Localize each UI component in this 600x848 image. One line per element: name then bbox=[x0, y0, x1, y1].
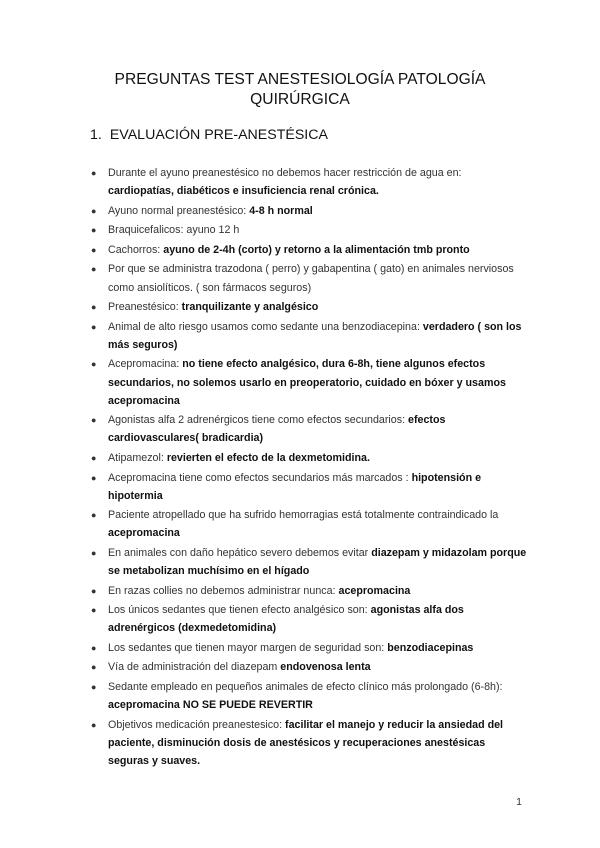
list-item bbox=[91, 260, 528, 296]
list-item-answer: 4-8 h normal bbox=[249, 204, 313, 217]
list-item bbox=[91, 469, 528, 505]
list-item bbox=[91, 449, 528, 467]
list-item-answer: endovenosa lenta bbox=[280, 661, 371, 674]
bullet-icon: ● bbox=[91, 585, 97, 596]
bullet-icon: ● bbox=[91, 605, 97, 616]
list-item-text: Los sedantes que tienen mayor margen de seguridad son: bbox=[108, 641, 388, 654]
list-item-text: Objetivos medicación preanestesico: bbox=[108, 718, 286, 731]
list-item-answer: facilitar el manejo y reducir la ansiedad del paciente, disminución dosis de anestésicos y recuperaciones anestésicas seguras y suaves. bbox=[108, 718, 504, 767]
section-heading bbox=[90, 126, 328, 144]
list-item bbox=[91, 411, 528, 447]
list-item bbox=[91, 318, 528, 354]
list-item-text: Atipamezol: bbox=[108, 451, 167, 464]
list-item-answer: acepromacina bbox=[338, 584, 411, 597]
list-item-answer: diazepam y midazolam porque se metabolizan muchísimo en el hígado bbox=[108, 546, 527, 577]
bullet-icon: ● bbox=[91, 452, 97, 463]
list-item-text: Vía de administración del diazepam bbox=[108, 661, 281, 674]
list-item bbox=[91, 221, 528, 239]
list-item-text: Acepromacina: bbox=[108, 358, 183, 371]
list-item bbox=[91, 678, 528, 714]
list-item bbox=[91, 601, 528, 637]
list-item bbox=[91, 639, 528, 657]
list-item-answer: agonistas alfa dos adrenérgicos (dexmedetomidina) bbox=[108, 604, 464, 635]
list-item-text: Ayuno normal preanestésico: bbox=[108, 204, 250, 217]
list-item-text: Durante el ayuno preanestésico no debemos hacer restricción de agua en: bbox=[108, 167, 462, 179]
bullet-icon: ● bbox=[91, 205, 97, 216]
bullet-icon: ● bbox=[91, 244, 97, 255]
list-item bbox=[91, 716, 528, 770]
document-title-line-2: QUIRÚRGICA bbox=[250, 91, 350, 108]
bullet-icon: ● bbox=[91, 719, 97, 730]
list-item bbox=[91, 582, 528, 600]
list-item-text: Agonistas alfa 2 adrenérgicos tiene como efectos secundarios: bbox=[108, 414, 409, 427]
bullet-icon: ● bbox=[91, 682, 97, 693]
list-item-answer: efectos cardiovasculares( bradicardia) bbox=[108, 414, 446, 445]
list-item bbox=[91, 202, 528, 220]
list-item-text: Cachorros: bbox=[108, 243, 164, 256]
list-item-answer: verdadero ( son los más seguros) bbox=[108, 320, 522, 351]
bullet-icon: ● bbox=[91, 359, 97, 370]
section-title: EVALUACIÓN PRE-ANESTÉSICA bbox=[109, 127, 328, 143]
list-item-answer: no tiene efecto analgésico, dura 6-8h, tiene algunos efectos secundarios, no solemos usarlo en preoperatorio, cuidado en bóxer y usamos acepromacina bbox=[108, 358, 506, 407]
list-item-answer: benzodiacepinas bbox=[387, 641, 474, 654]
list-item bbox=[91, 298, 528, 316]
bullet-icon: ● bbox=[91, 472, 97, 483]
list-item-answer: ayuno de 2-4h (corto) y retorno a la alimentación tmb pronto bbox=[163, 243, 470, 256]
list-item bbox=[91, 241, 528, 259]
list-item-text: Por que se administra trazodona ( perro) y gabapentina ( gato) en animales nerviosos como ansiolíticos. ( son fármacos seguros) bbox=[108, 263, 514, 294]
bullet-icon: ● bbox=[91, 642, 97, 653]
bullet-icon: ● bbox=[91, 225, 97, 236]
list-item-text: Paciente atropellado que ha sufrido hemorragias está totalmente contraindicado la bbox=[108, 509, 499, 522]
question-list bbox=[91, 164, 528, 772]
list-item-text: Braquicefalicos: ayuno 12 h bbox=[108, 224, 240, 237]
list-item bbox=[91, 658, 528, 676]
list-item-answer: hipotensión e hipotermia bbox=[108, 471, 482, 502]
document-title-line-1: PREGUNTAS TEST ANESTESIOLOGÍA PATOLOGÍA bbox=[114, 71, 486, 88]
page-number: 1 bbox=[516, 796, 522, 808]
list-item-text: Preanestésico: bbox=[108, 301, 182, 314]
list-item-answer: acepromacina NO SE PUEDE REVERTIR bbox=[108, 699, 313, 712]
bullet-icon: ● bbox=[91, 510, 97, 521]
list-item-answer: cardiopatías, diabéticos e insuficiencia renal crónica. bbox=[108, 185, 379, 198]
list-item-text: Los únicos sedantes que tienen efecto analgésico son: bbox=[108, 604, 371, 617]
list-item bbox=[91, 355, 528, 409]
list-item-text: En razas collies no debemos administrar nunca: bbox=[108, 584, 339, 597]
bullet-icon: ● bbox=[91, 168, 97, 178]
bullet-icon: ● bbox=[91, 302, 97, 313]
list-item-text: Acepromacina tiene como efectos secundarios más marcados : bbox=[108, 471, 412, 484]
section-number: 1. bbox=[90, 127, 102, 143]
list-item-text: Animal de alto riesgo usamos como sedante una benzodiacepina: bbox=[108, 320, 423, 333]
bullet-icon: ● bbox=[91, 264, 97, 275]
list-item-answer: tranquilizante y analgésico bbox=[181, 301, 319, 314]
bullet-icon: ● bbox=[91, 415, 97, 426]
list-item bbox=[91, 544, 528, 580]
bullet-icon: ● bbox=[91, 662, 97, 673]
bullet-icon: ● bbox=[91, 547, 97, 558]
document-title bbox=[60, 70, 540, 110]
list-item-answer: revierten el efecto de la dexmetomidina. bbox=[166, 451, 370, 464]
list-item-answer: acepromacina bbox=[108, 527, 180, 540]
list-item-text: En animales con daño hepático severo debemos evitar bbox=[108, 546, 372, 559]
list-item-text: Sedante empleado en pequeños animales de efecto clínico más prolongado (6-8h): bbox=[108, 681, 503, 694]
list-item bbox=[91, 164, 528, 200]
bullet-icon: ● bbox=[91, 321, 97, 332]
list-item bbox=[91, 506, 528, 542]
